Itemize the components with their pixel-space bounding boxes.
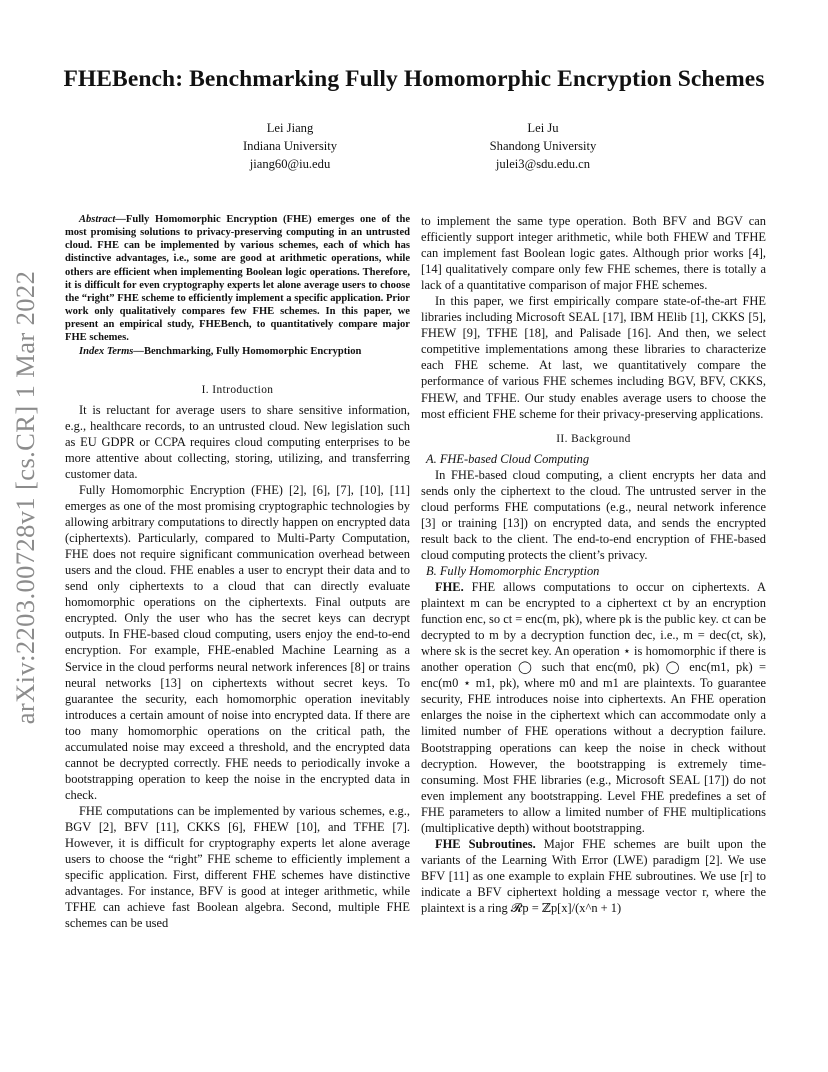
abstract-label: Abstract— <box>79 214 126 225</box>
fhe-subroutines-text: Major FHE schemes are built upon the variants of the Learning With Error (LWE) paradigm [2]. We use BFV [11] as one example to explain FHE subroutines. We use [r] to indicate a BFV ciphertext holding a message vector r, where the plaintext is a ring 𝓡p = ℤp[x]/(x^n + 1) <box>421 836 766 915</box>
author-block-2 <box>453 119 633 173</box>
paragraph-lead-subroutines: FHE Subroutines. <box>435 836 536 851</box>
author-affiliation: Shandong University <box>489 139 597 153</box>
background-paragraph-1: In FHE-based cloud computing, a client encrypts her data and sends only the ciphertext to the cloud. The untrusted server in the cloud performs FHE computations (e.g., neural network inference [3] or training [13]) on encrypted data, and sends the encrypted result back to the client. The end-to-end encryption of FHE-based cloud computing protects the client’s privacy. <box>421 467 766 562</box>
intro-paragraph-4: to implement the same type operation. Both BFV and BGV can efficiently support integer arithmetic, while both FHEW and TFHE can implement fast Boolean logic gates. Although prior works [4], [14] qualitatively compare only few FHE schemes, there is totally a lack of a quantitative comparison of major FHE schemes. <box>421 214 766 293</box>
section-heading-introduction: I. Introduction <box>201 383 274 396</box>
arxiv-stamp-text: arXiv:2203.00728v1 [cs.CR] 1 Mar 2022 <box>10 270 41 724</box>
intro-paragraph-2: Fully Homomorphic Encryption (FHE) [2], [6], [7], [10], [11] emerges as one of the most promising cryptographic technologies by allowing arbitrary computations to directly happen on encrypted data (ciphertexts). Particularly, compared to Multi-Party Computation, FHE does not require significant communication overhead between users and the cloud. FHE enables a user to encrypt their data and to send only ciphertexts to a cloud that can directly evaluate homomorphic operations on the ciphertexts. Final outputs are encrypted. Only the user who has the secret keys can decrypt outputs. In FHE-based cloud computing, users enjoy the end-to-end encryption. For example, FHE-enabled Machine Learning as a Service in the cloud performs neural network inferences [8] or trains neural networks [13] on ciphertexts without secret keys. To guarantee the security, each homomorphic operation inevitably introduces a certain amount of noise into encrypted data. If there are too many homomorphic operations on the critical path, the accumulated noise may exceed a threshold, and the encrypted data cannot be decrypted correctly. FHE needs to periodically invoke a bootstrapping operation to keep the noise in the encrypted data in check. <box>65 483 410 802</box>
right-column <box>421 213 766 916</box>
paragraph-lead-fhe: FHE. <box>435 580 464 595</box>
author-block-1 <box>200 119 380 173</box>
author-name: Lei Ju <box>527 121 559 135</box>
intro-paragraph-3: FHE computations can be implemented by various schemes, e.g., BGV [2], BFV [11], CKKS [6], FHEW [10], and TFHE [7]. However, it is difficult for cryptography experts let alone average users to choose the “right” FHE scheme to efficiently implement a specific application. First, different FHE schemes have distinctive advantages. For instance, BFV is good at integer arithmetic, while TFHE can achieve fast Boolean algebra. Second, multiple FHE schemes can be used <box>65 803 410 931</box>
author-affiliation: Indiana University <box>242 139 338 153</box>
section-heading-background: II. Background <box>556 432 631 445</box>
intro-paragraph-5: In this paper, we first empirically compare state-of-the-art FHE libraries including Microsoft SEAL [17], IBM HElib [1], CKKS [5], FHEW [9], TFHE [18], and Palisade [16]. And then, we select competitive implementations among these libraries to characterize each FHE scheme. At last, we quantitatively compare the performance of various FHE schemes including BGV, BFV, CKKS, FHEW, and TFHE. Our study enables average users to choose the most efficient FHE scheme for their privacy-preserving applications. <box>421 294 766 421</box>
arxiv-stamp <box>4 262 48 732</box>
index-terms <box>65 345 410 358</box>
index-terms-label: Index Terms— <box>79 345 144 357</box>
author-email: jiang60@iu.edu <box>249 157 331 171</box>
abstract-paragraph <box>65 213 410 345</box>
left-column <box>65 213 410 931</box>
author-email: julei3@sdu.edu.cn <box>495 157 591 171</box>
author-name: Lei Jiang <box>266 121 314 135</box>
fhe-definition-text: FHE allows computations to occur on ciphertexts. A plaintext m can be encrypted to a ciphertext ct by an encryption function enc, so ct = enc(m, pk), where pk is the public key. ct can be decrypted to m by a decryption function dec, i.e., m = dec(ct, sk), where sk is the secret key. An operation ⋆ is homomorphic if there is another operation ◯ such that enc(m0, pk) ◯ enc(m1, pk) = enc(m0 ⋆ m1, pk), where m0 and m1 are plaintexts. To guarantee security, FHE introduces noise into ciphertexts. An FHE operation enlarges the noise in the ciphertext which can accommodate only a limited number of FHE operations without a decryption failure. Bootstrapping operations can keep the noise in check without decryption. However, the bootstrapping is extremely time-consuming. Most FHE libraries (e.g., Microsoft SEAL [17]) do not even implement any bootstrapping. Level FHE predefines a set of FHE parameters to allow a limited number of FHE multiplications (multiplicative depth) without bootstrapping. <box>421 580 767 835</box>
subsection-heading-b: B. Fully Homomorphic Encryption <box>426 563 600 578</box>
abstract-text: Fully Homomorphic Encryption (FHE) emerges one of the most promising solutions to privacy-preserving computing in an untrusted cloud. FHE can be implemented by various schemes, each of which has distinctive advantages, i.e., some are good at arithmetic operations, while others are efficient when implementing Boolean logic operations. Therefore, it is difficult for even cryptography experts let alone average users to choose the “right” FHE scheme to efficiently implement a specific application. Prior work only qualitatively compares few FHE schemes. In this paper, we present an empirical study, FHEBench, to quantitatively compare major FHE schemes. <box>65 214 410 344</box>
intro-paragraph-1: It is reluctant for average users to share sensitive information, e.g., healthcare records, to an untrusted cloud. New legislation such as EU GDPR or CCPA requires cloud computing enterprises to be more attentive about collecting, storing, utilizing, and transferring customer data. <box>65 402 410 481</box>
index-terms-text: Benchmarking, Fully Homomorphic Encryption <box>143 345 362 357</box>
paper-title: FHEBench: Benchmarking Fully Homomorphic Encryption Schemes <box>63 66 765 92</box>
background-paragraph-2 <box>421 579 766 836</box>
background-paragraph-3 <box>421 836 766 916</box>
abstract <box>65 213 410 358</box>
subsection-heading-a: A. FHE-based Cloud Computing <box>426 451 590 466</box>
